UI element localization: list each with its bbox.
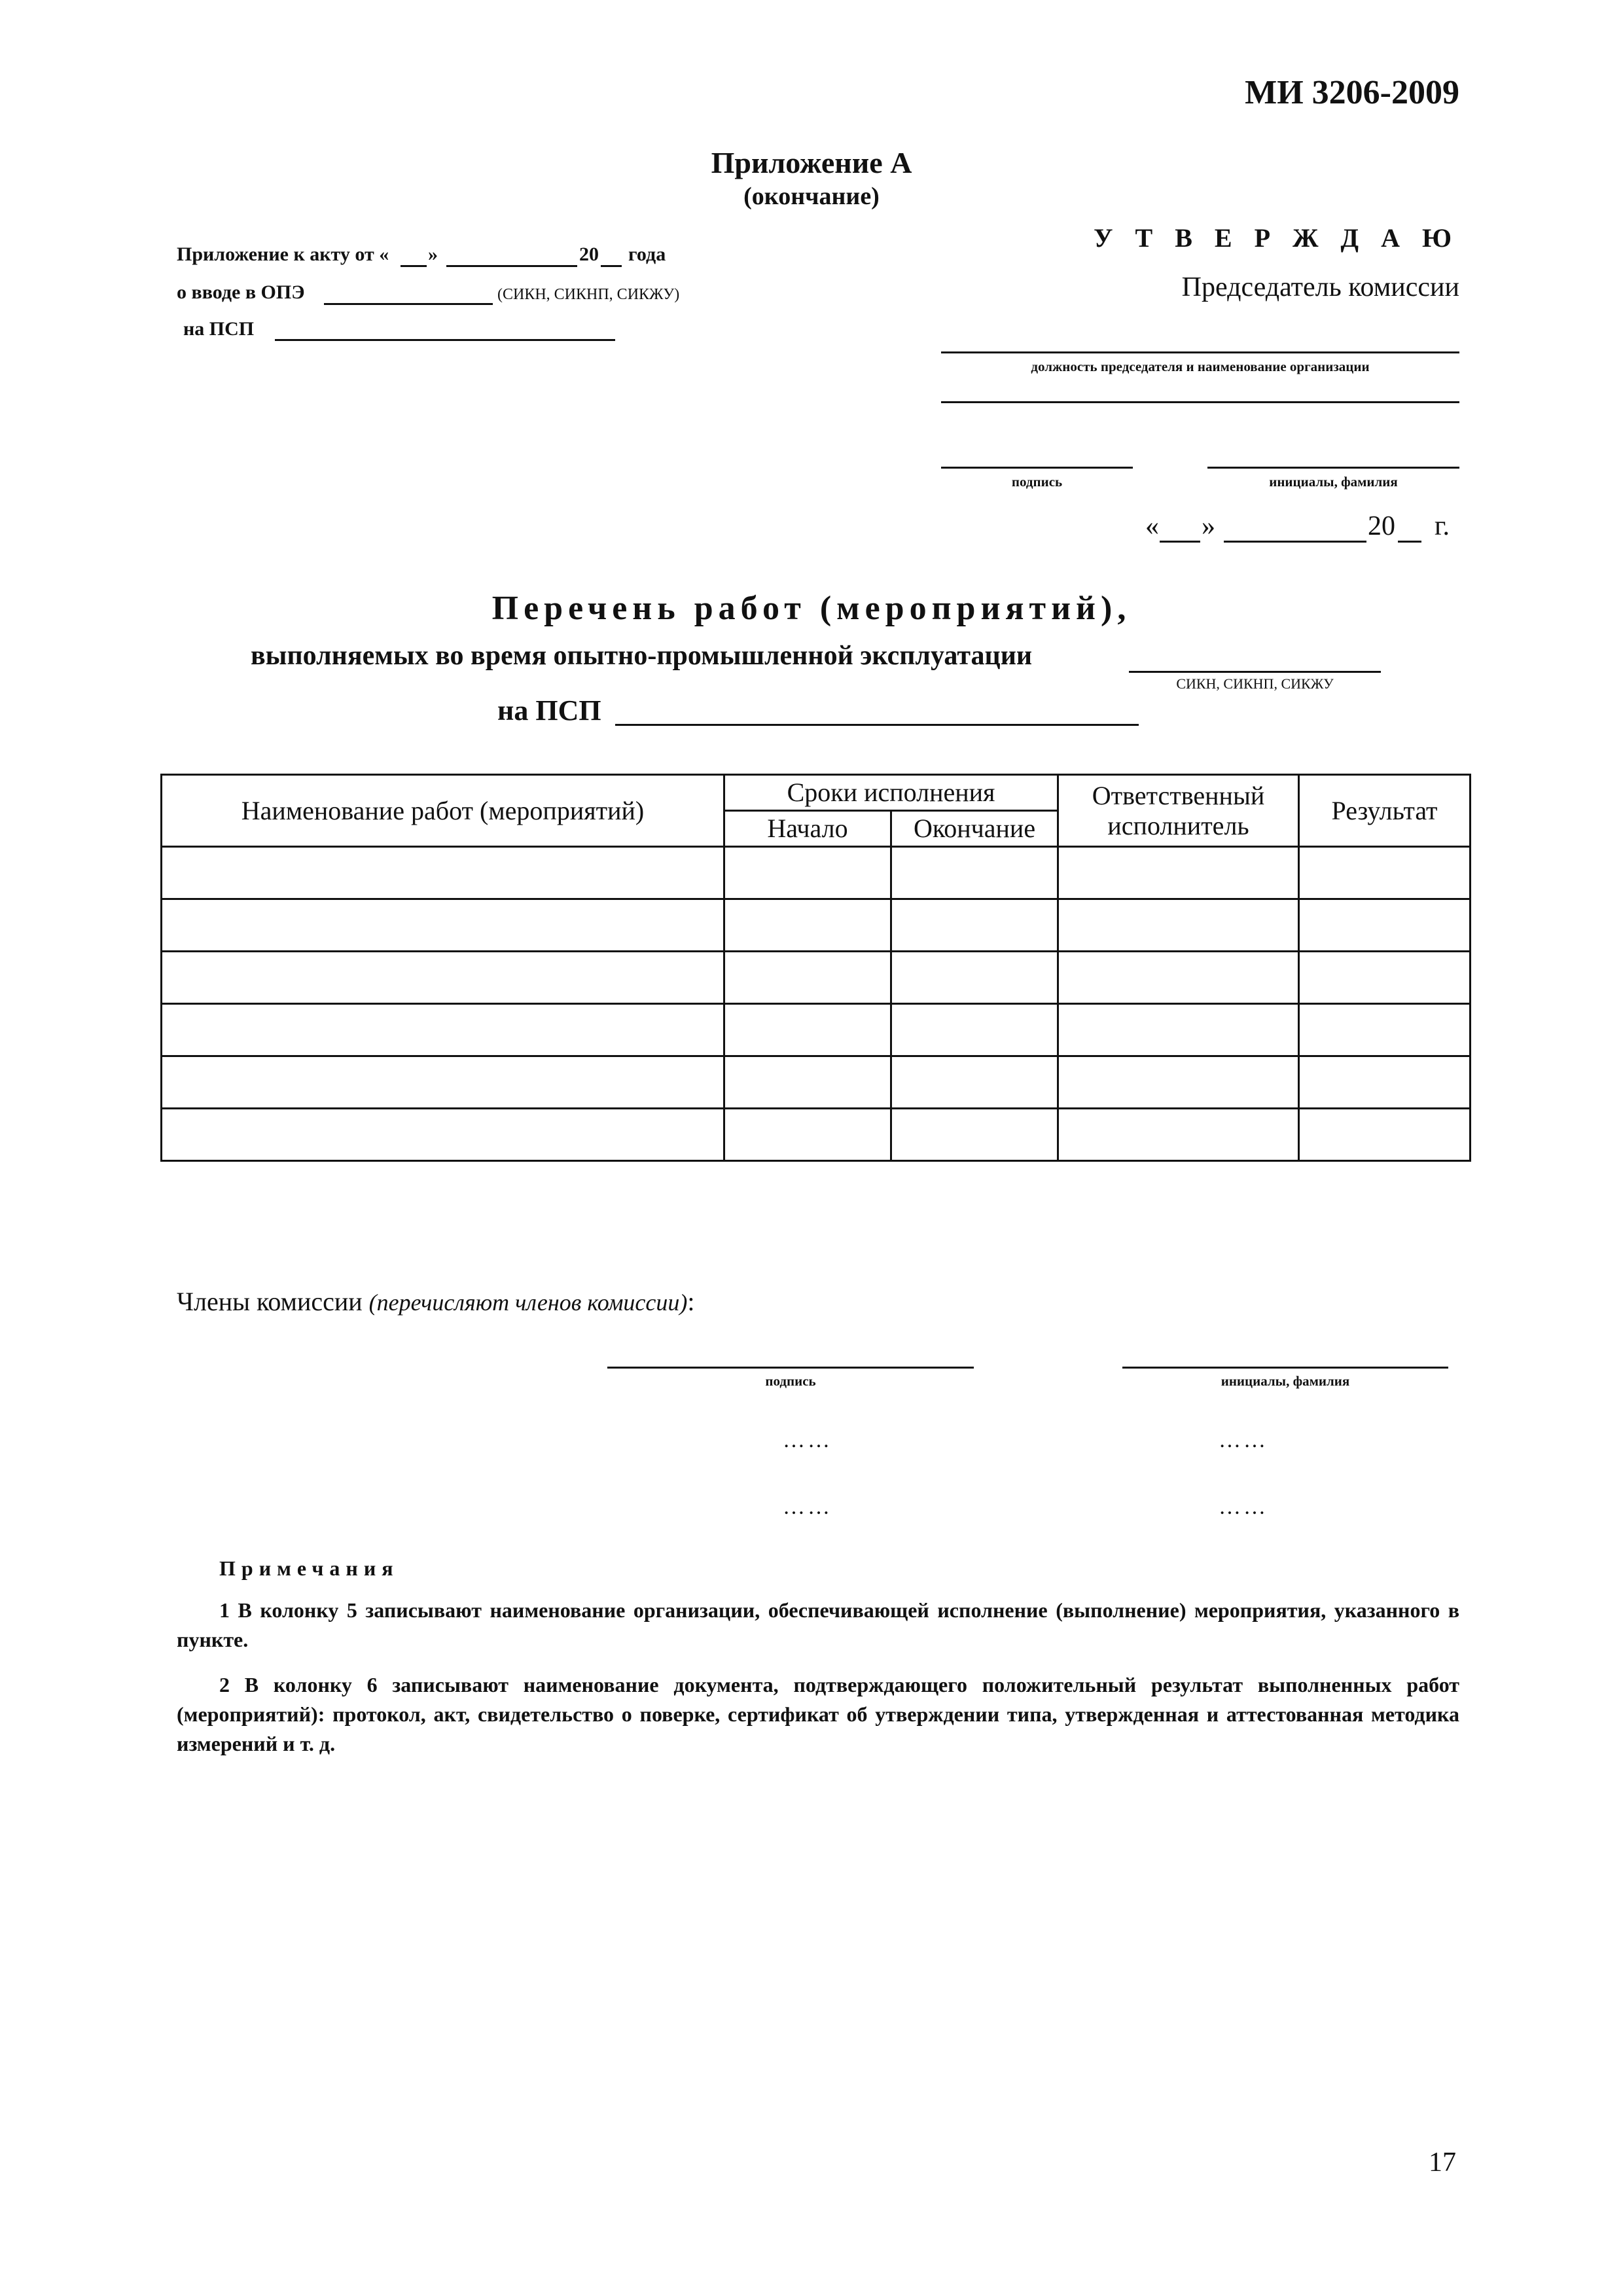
act-month-field[interactable] [446,265,577,267]
date-suffix: г. [1435,511,1450,541]
start-cell[interactable] [724,899,891,952]
works-table [160,774,1471,1162]
date-year: 20 [1368,511,1395,541]
act-line1-quote: » [428,243,438,265]
dots-signature-1: …… [783,1428,832,1452]
col-header-responsible: Ответственный исполнитель [1058,775,1299,847]
act-line2-prefix: о вводе в ОПЭ [177,281,305,303]
name-cell[interactable] [162,952,724,1004]
member-name-caption: инициалы, фамилия [1221,1373,1350,1389]
chairman-name-field[interactable] [1207,467,1459,469]
table-row [162,1004,1471,1056]
start-cell[interactable] [724,952,891,1004]
table-row [162,952,1471,1004]
chairman-signature-field[interactable] [941,467,1133,469]
responsible-cell[interactable] [1058,847,1299,899]
chairman-position-field[interactable] [941,351,1459,353]
approval-day-field[interactable] [1160,541,1200,543]
end-cell[interactable] [891,1056,1058,1109]
act-line1-suffix: года [628,243,666,265]
result-cell[interactable] [1299,847,1471,899]
start-cell[interactable] [724,1056,891,1109]
result-cell[interactable] [1299,1109,1471,1161]
name-caption: инициалы, фамилия [1269,474,1398,490]
start-cell[interactable] [724,847,891,899]
name-cell[interactable] [162,1004,724,1056]
dots-signature-2: …… [783,1495,832,1519]
appendix-title: Приложение А [711,146,912,179]
result-cell[interactable] [1299,1056,1471,1109]
table-row [162,847,1471,899]
table-row [162,1109,1471,1161]
list-psp-label: на ПСП [497,694,601,726]
act-day-field[interactable] [401,265,427,267]
psp-field[interactable] [275,339,615,341]
responsible-cell[interactable] [1058,899,1299,952]
table-row [162,899,1471,952]
table-row [162,1056,1471,1109]
end-cell[interactable] [891,899,1058,952]
dots-name-2: …… [1219,1495,1268,1519]
note-2: 2 В колонку 6 записывают наименование документа, подтверждающего положительный результат выполненных работ (мероприятий): протокол, акт, свидетельство о поверке, сертификат об утверждении типа, утвержденная и аттестованная методика измерений и т. д. [177,1673,1459,1755]
chairman-label: Председатель комиссии [1181,272,1459,302]
approval-title: У Т В Е Р Ж Д А Ю [1094,223,1459,253]
end-cell[interactable] [891,1109,1058,1161]
member-signature-field[interactable] [607,1367,974,1369]
name-cell[interactable] [162,847,724,899]
list-psp-field[interactable] [615,724,1139,726]
system-hint: СИКН, СИКНП, СИКЖУ [1176,675,1334,692]
date-open-quote: « [1145,511,1159,541]
document-code: МИ 3206-2009 [1245,74,1459,111]
col-header-name: Наименование работ (мероприятий) [162,775,724,847]
page-number: 17 [1429,2147,1456,2178]
notes-title: Примечания [219,1556,399,1580]
responsible-cell[interactable] [1058,952,1299,1004]
name-cell[interactable] [162,1056,724,1109]
members-hint: (перечисляют членов комиссии) [368,1289,688,1316]
member-signature-caption: подпись [765,1373,816,1389]
position-caption: должность председателя и наименование организации [1031,359,1370,374]
members-colon: : [687,1287,695,1316]
members-label: Члены комиссии [177,1287,363,1316]
end-cell[interactable] [891,1004,1058,1056]
start-cell[interactable] [724,1004,891,1056]
responsible-cell[interactable] [1058,1109,1299,1161]
dots-name-1: …… [1219,1428,1268,1452]
result-cell[interactable] [1299,952,1471,1004]
name-cell[interactable] [162,1109,724,1161]
appendix-subtitle: (окончание) [743,183,880,210]
member-name-field[interactable] [1122,1367,1448,1369]
system-type-field[interactable] [324,303,493,305]
note-1: 1 В колонку 5 записывают наименование организации, обеспечивающей исполнение (выполнение) мероприятия, указанного в пункте. [177,1598,1459,1651]
end-cell[interactable] [891,952,1058,1004]
responsible-cell[interactable] [1058,1004,1299,1056]
col-header-terms: Сроки исполнения [724,775,1058,811]
list-title: Перечень работ (мероприятий), [491,590,1132,627]
system-field[interactable] [1129,671,1381,673]
col-header-end: Окончание [891,811,1058,847]
end-cell[interactable] [891,847,1058,899]
organization-field[interactable] [941,401,1459,403]
name-cell[interactable] [162,899,724,952]
act-line1-prefix: Приложение к акту от « [177,243,389,265]
approval-year-field[interactable] [1398,541,1421,543]
col-header-start: Начало [724,811,891,847]
responsible-cell[interactable] [1058,1056,1299,1109]
signature-caption: подпись [1011,474,1063,490]
col-header-result: Результат [1299,775,1471,847]
act-line3-prefix: на ПСП [183,318,255,340]
start-cell[interactable] [724,1109,891,1161]
commission-members-label [177,1286,694,1317]
act-line1-year: 20 [579,243,599,265]
result-cell[interactable] [1299,1004,1471,1056]
date-close-quote: » [1202,511,1215,541]
system-type-hint: (СИКН, СИКНП, СИКЖУ) [497,286,680,303]
list-subtitle: выполняемых во время опытно-промышленной эксплуатации [251,641,1033,671]
act-year-field[interactable] [601,265,622,267]
result-cell[interactable] [1299,899,1471,952]
approval-month-field[interactable] [1224,541,1366,543]
